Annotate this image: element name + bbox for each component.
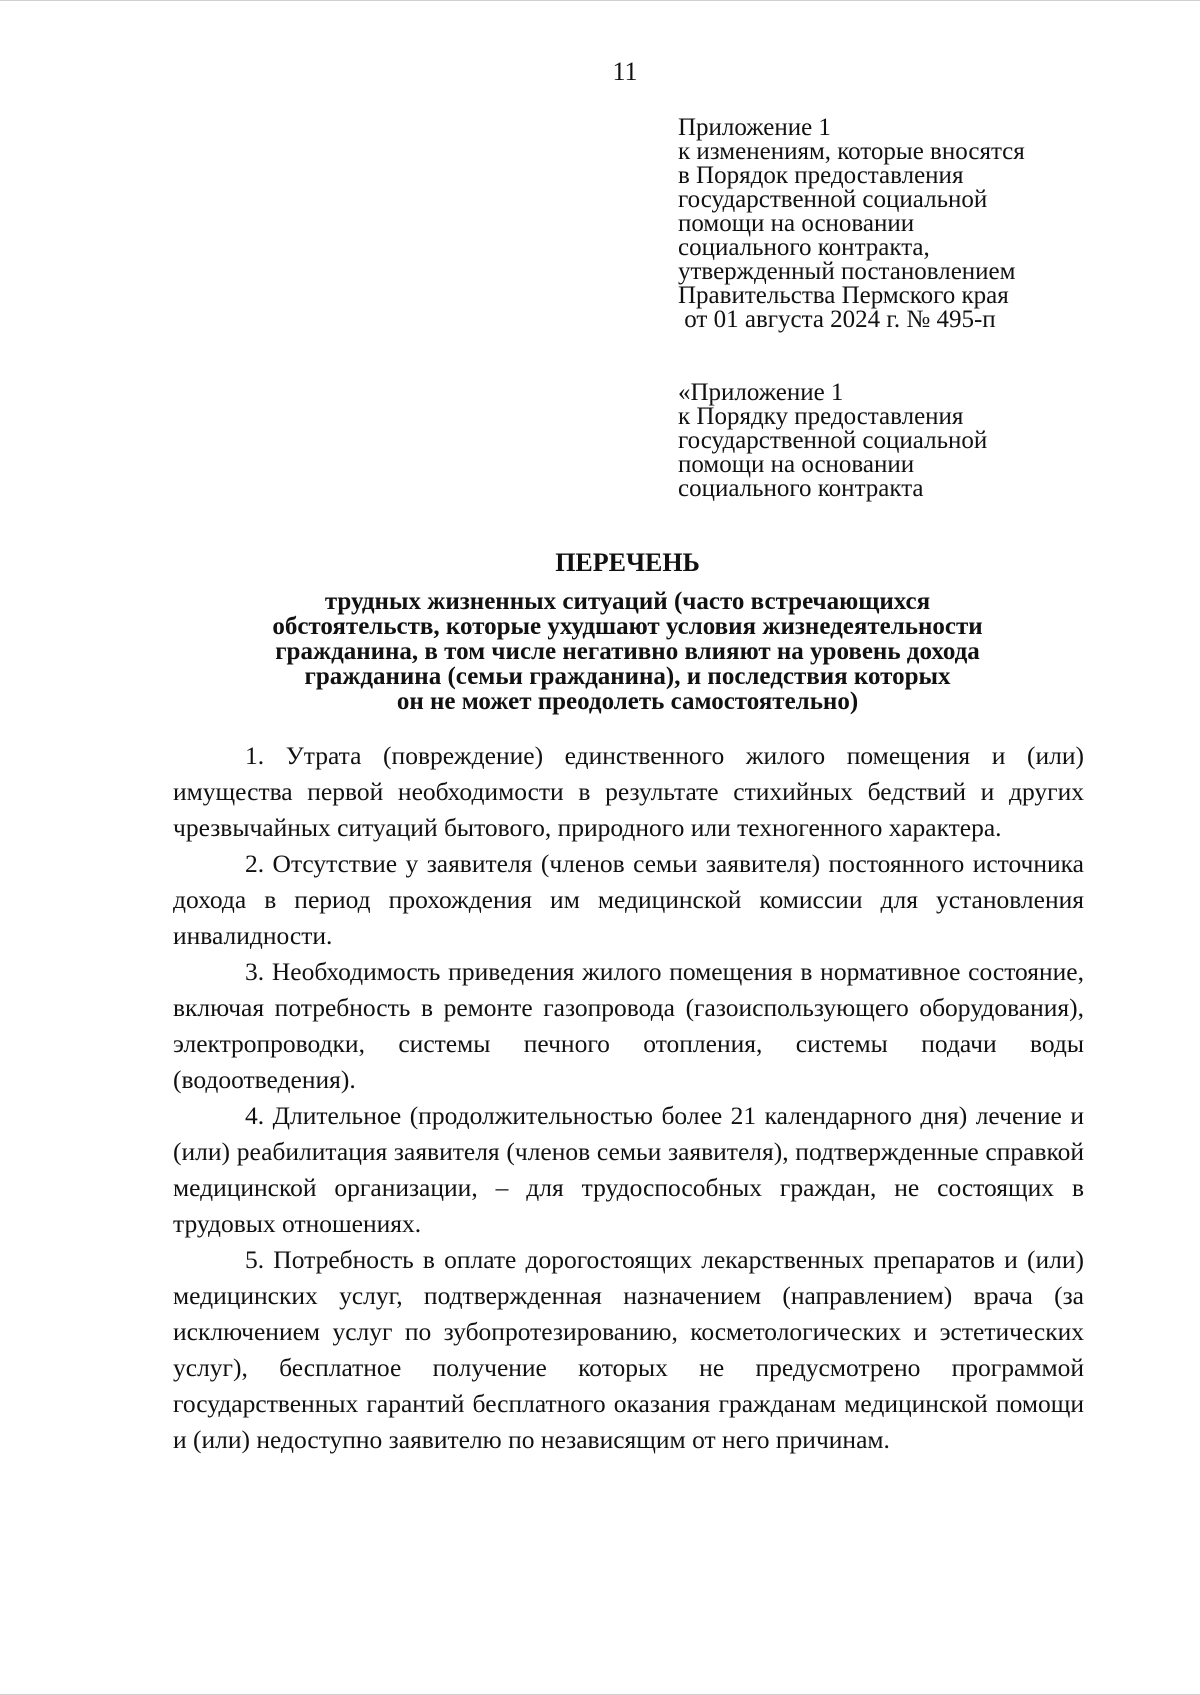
list-item: 3. Необходимость приведения жилого помещения в нормативное состояние, включая потребность в ремонте газопровода (газоиспользующего оборудования), электропроводки, системы печного отопления, системы подачи воды (водоотведения).: [173, 957, 1084, 1094]
subtitle-line: гражданина, в том числе негативно влияют на уровень дохода: [275, 638, 980, 665]
annex-line: помощи на основании: [678, 210, 915, 237]
list-item: 2. Отсутствие у заявителя (членов семьи заявителя) постоянного источника дохода в период прохождения им медицинской комиссии для установления инвалидности.: [173, 849, 1084, 950]
annex-quote-header: [678, 381, 1098, 501]
annex-line: утвержденный постановлением: [678, 258, 1016, 285]
list-item: 5. Потребность в оплате дорогостоящих лекарственных препаратов и (или) медицинских услуг, подтвержденная назначением (направлением) врача (за исключением услуг по зубопротезированию, косметологических и эстетических услуг), бесплатное получение которых не предусмотрено программой государственных гарантий бесплатного оказания гражданам медицинской помощи и (или) недоступно заявителю по независящим от него причинам.: [173, 1245, 1084, 1454]
annex-line: социального контракта,: [678, 234, 930, 261]
subtitle-line: трудных жизненных ситуаций (часто встречающихся: [324, 588, 931, 615]
annex-line: государственной социальной: [678, 186, 988, 213]
annex-header: [678, 116, 1098, 332]
subtitle-line: он не может преодолеть самостоятельно): [396, 688, 859, 715]
annex-quote-line: государственной социальной: [678, 427, 988, 454]
list-item: 4. Длительное (продолжительностью более 21 календарного дня) лечение и (или) реабилитация заявителя (членов семьи заявителя), подтвержденные справкой медицинской организации, – для трудоспособных граждан, не состоящих в трудовых отношениях.: [173, 1101, 1084, 1238]
annex-line: Правительства Пермского края: [678, 282, 1009, 309]
annex-quote-line: социального контракта: [678, 475, 924, 502]
scan-top-edge: [0, 0, 1200, 1]
document-title: ПЕРЕЧЕНЬ: [555, 548, 700, 577]
annex-quote-line: помощи на основании: [678, 451, 915, 478]
annex-line: Приложение 1: [678, 114, 831, 141]
annex-line: от 01 августа 2024 г. № 495-п: [678, 306, 996, 333]
document-subtitle: [100, 589, 1155, 714]
annex-quote-line: к Порядку предоставления: [678, 403, 964, 430]
list-body: [173, 738, 1084, 1458]
page-number: 11: [612, 57, 638, 86]
subtitle-line: гражданина (семьи гражданина), и последствия которых: [304, 663, 951, 690]
annex-line: к изменениям, которые вносятся: [678, 138, 1025, 165]
annex-quote-line: «Приложение 1: [678, 379, 844, 406]
list-item: 1. Утрата (повреждение) единственного жилого помещения и (или) имущества первой необходимости в результате стихийных бедствий и других чрезвычайных ситуаций бытового, природного или техногенного характера.: [173, 741, 1084, 842]
subtitle-line: обстоятельств, которые ухудшают условия жизнедеятельности: [272, 613, 983, 640]
annex-line: в Порядок предоставления: [678, 162, 964, 189]
